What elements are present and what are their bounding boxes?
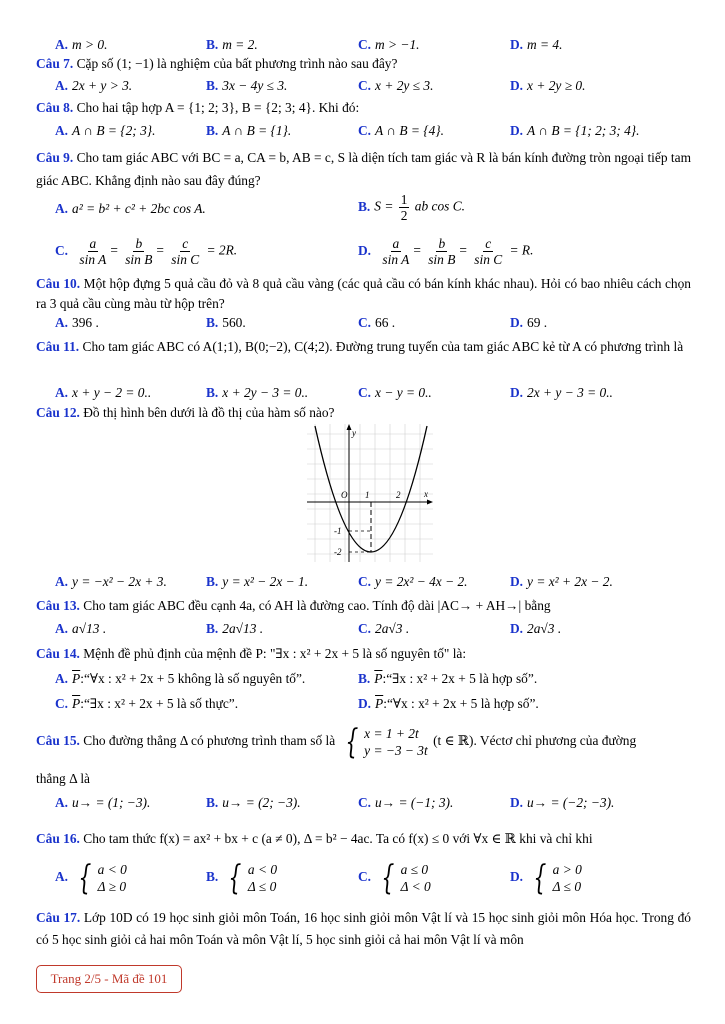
q15-option-d: D. u→ = (−2; −3). xyxy=(510,795,615,810)
q11-option-a: A. x + y − 2 = 0.. xyxy=(55,385,152,400)
q9-option-a: A. a² = b² + c² + 2bc cos A. xyxy=(55,201,206,216)
q7-option-d: D. x + 2y ≥ 0. xyxy=(510,78,586,93)
parabola-graph xyxy=(307,424,433,562)
q10-stem: Câu 10. Một hộp đựng 5 quả cầu đỏ và 8 quả cầu vàng (các quả cầu có bán kính khác nhau). Hỏi có bao nhiêu cách chọn ra 3 quả cầu cùng màu từ hộp trên? xyxy=(36,276,691,311)
graph-tick-1: 1 xyxy=(365,490,370,500)
q14-option-b: B. $\overline{P}:“\exists x$ : x² + 2x + 5 là hợp số”. xyxy=(358,671,538,686)
graph-tick-minus-2: -2 xyxy=(334,547,342,557)
graph-origin-label: O xyxy=(341,490,348,500)
q10-option-d: D. 69 . xyxy=(510,315,548,330)
q9-option-b: B. S = $\frac{1}{2}$ ab cos C. xyxy=(358,192,466,223)
q6-option-b: B. m = 2. xyxy=(206,37,258,52)
q6-option-a: A. m > 0. xyxy=(55,37,108,52)
q7-option-c: C. x + 2y ≤ 3. xyxy=(358,78,434,93)
q12-option-b: B. y = x² − 2x − 1. xyxy=(206,574,309,589)
q9-option-c: C. $\frac{a}{\text{sin A}}$ = $\frac{b}{\text{sin B}}$ = $\frac{c}{\text{sin C}}$ = 2R. xyxy=(55,236,238,267)
q10-option-a: A. 396 . xyxy=(55,315,99,330)
q7-option-a: A. 2x + y > 3. xyxy=(55,78,133,93)
fraction: $\frac{1}{2}$ xyxy=(400,192,408,223)
q13-option-a: A. a√13 . xyxy=(55,621,107,636)
graph-tick-2: 2 xyxy=(396,490,401,500)
parametric-system: { x = 1 + 2t y = −3 − 3t xyxy=(344,721,428,762)
q16-stem: Câu 16. Cho tam thức f(x) = ax² + bx + c (a ≠ 0), Δ = b² − 4ac. Ta có f(x) ≤ 0 với ∀x ∈ ℝ khi và chỉ khi xyxy=(36,831,593,846)
q15-option-c: C. u→ = (−1; 3). xyxy=(358,795,454,810)
q12-option-d: D. y = x² + 2x − 2. xyxy=(510,574,613,589)
q13-option-d: D. 2a√3 . xyxy=(510,621,562,636)
graph-tick-minus-1: -1 xyxy=(334,526,342,536)
q11-stem: Câu 11. Cho tam giác ABC có A(1;1), B(0;−2), C(4;2). Đường trung tuyến của tam giác ABC kẻ từ A có phương trình là xyxy=(36,339,684,354)
q9-stem: Câu 9. Cho tam giác ABC với BC = a, CA = b, AB = c, S là diện tích tam giác và R là bán kính đường tròn ngoại tiếp tam giác ABC. Khẳng định nào sau đây đúng? xyxy=(36,150,691,188)
q6-option-d: D. m = 4. xyxy=(510,37,563,52)
q15-stem-cont: thẳng Δ là xyxy=(36,771,90,786)
q8-option-a: A. A ∩ B = {2; 3}. xyxy=(55,123,156,138)
q9-option-d: D. $\frac{a}{\text{sin A}}$ = $\frac{b}{\text{sin B}}$ = $\frac{c}{\text{sin C}}$ = R. xyxy=(358,236,534,267)
q11-option-c: C. x − y = 0.. xyxy=(358,385,432,400)
q14-stem: Câu 14. Mệnh đề phủ định của mệnh đề P: "∃x : x² + 2x + 5 là số nguyên tố" là: xyxy=(36,646,467,661)
q14-option-c: C. $\overline{P}:“\exists x$ : x² + 2x + 5 là số thực”. xyxy=(55,696,239,711)
q8-option-b: B. A ∩ B = {1}. xyxy=(206,123,292,138)
q15-option-a: A. u→ = (1; −3). xyxy=(55,795,151,810)
q12-stem: Câu 12. Đồ thị hình bên dưới là đồ thị của hàm số nào? xyxy=(36,405,335,420)
q16-option-d: D. { a > 0 Δ ≤ 0 xyxy=(510,858,582,898)
q14-option-a: A. $\overline{P}:“\forall x$ : x² + 2x + 5 không là số nguyên tố”. xyxy=(55,671,306,686)
page-footer: Trang 2/5 - Mã đề 101 xyxy=(36,965,182,993)
graph-y-label: y xyxy=(352,428,356,438)
q7-option-b: B. 3x − 4y ≤ 3. xyxy=(206,78,288,93)
q8-option-c: C. A ∩ B = {4}. xyxy=(358,123,444,138)
q11-option-b: B. x + 2y − 3 = 0.. xyxy=(206,385,309,400)
q16-option-a: A. { a < 0 Δ ≥ 0 xyxy=(55,858,127,898)
q13-option-c: C. 2a√3 . xyxy=(358,621,410,636)
q7-stem: Câu 7. Cặp số (1; −1) là nghiệm của bất phương trình nào sau đây? xyxy=(36,56,398,71)
q14-option-d: D. $\overline{P}:“\forall x$ : x² + 2x + 5 là hợp số”. xyxy=(358,696,539,711)
parabola-curve xyxy=(315,426,427,552)
q17-stem: Câu 17. Lớp 10D có 19 học sinh giỏi môn Toán, 16 học sinh giỏi môn Vật lí và 15 học sinh giỏi môn Hóa học. Trong đó có 5 học sinh giỏi cả hai môn Toán và môn Vật lí, 5 học sinh giỏi cả hai môn Vật lí và môn xyxy=(36,910,691,947)
q16-option-b: B. { a < 0 Δ ≤ 0 xyxy=(206,858,278,898)
q10-option-c: C. 66 . xyxy=(358,315,396,330)
q8-option-d: D. A ∩ B = {1; 2; 3; 4}. xyxy=(510,123,640,138)
q8-stem: Câu 8. Cho hai tập hợp A = {1; 2; 3}, B = {2; 3; 4}. Khi đó: xyxy=(36,100,360,115)
graph-x-label: x xyxy=(424,489,428,499)
q6-option-c: C. m > −1. xyxy=(358,37,420,52)
q10-option-b: B. 560. xyxy=(206,315,246,330)
q13-option-b: B. 2a√13 . xyxy=(206,621,264,636)
q16-option-c: C. { a ≤ 0 Δ < 0 xyxy=(358,858,431,898)
q12-option-c: C. y = 2x² − 4x − 2. xyxy=(358,574,468,589)
q13-stem: Câu 13. Cho tam giác ABC đều cạnh 4a, có AH là đường cao. Tính độ dài |AC→ + AH→| bằng xyxy=(36,598,551,613)
q11-option-d: D. 2x + y − 3 = 0.. xyxy=(510,385,613,400)
q12-option-a: A. y = −x² − 2x + 3. xyxy=(55,574,167,589)
q15-option-b: B. u→ = (2; −3). xyxy=(206,795,301,810)
q15-stem: Câu 15. Cho đường thẳng Δ có phương trình tham số là { x = 1 + 2t y = −3 − 3t (t ∈ ℝ). Véctơ chỉ phương của đường xyxy=(36,721,637,762)
